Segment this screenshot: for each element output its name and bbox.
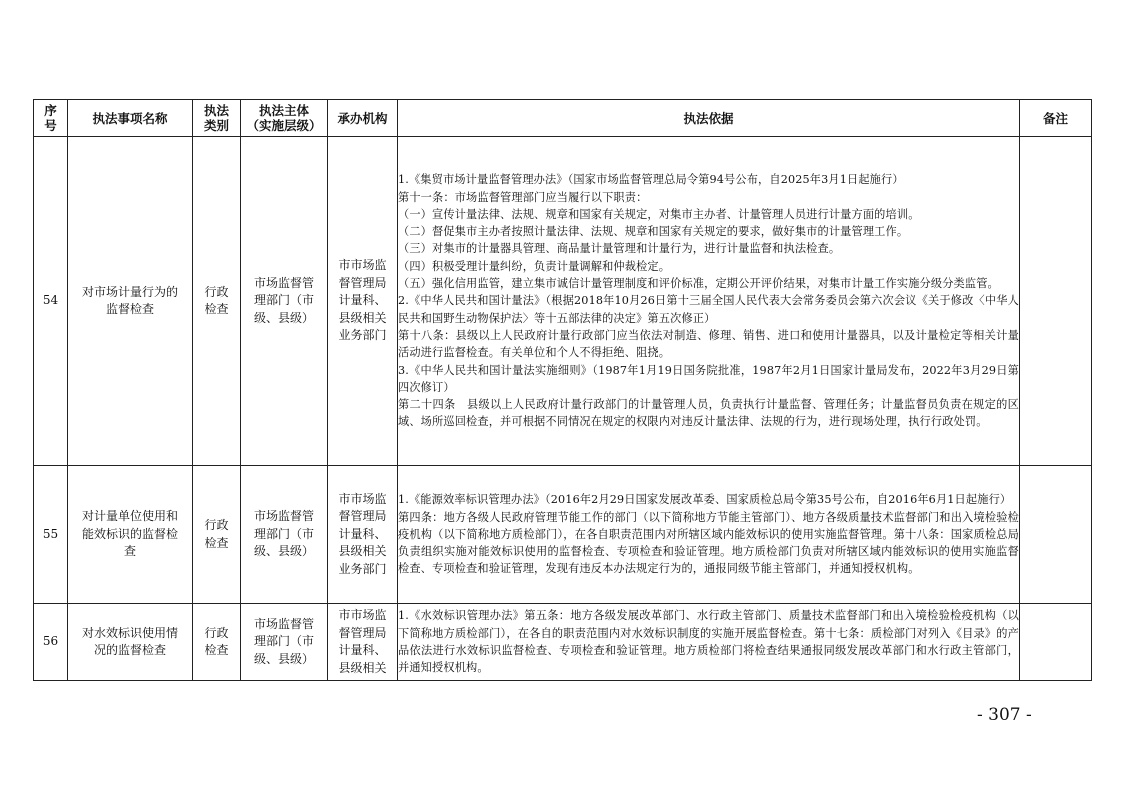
row-agency: 市市场监督管理局计量科、县级相关业务部门 xyxy=(328,137,398,466)
row-subject: 市场监督管理部门（市级、县级） xyxy=(241,466,328,604)
row-subject: 市场监督管理部门（市级、县级） xyxy=(241,604,328,681)
header-seq: 序号 xyxy=(34,100,68,137)
table-row xyxy=(34,604,1092,681)
row-seq: 56 xyxy=(34,604,68,681)
basis-line: （三）对集市的计量器具管理、商品量计量管理和计量行为，进行计量监督和执法检查。 xyxy=(398,242,841,256)
row-subject: 市场监督管理部门（市级、县级） xyxy=(241,137,328,466)
table-row xyxy=(34,137,1092,466)
header-subject-line2: （实施层级） xyxy=(246,118,322,133)
basis-line: 1.《水效标识管理办法》第五条：地方各级发展改革部门、水行政主管部门、质量技术监督部门和出入境检验检疫机构（以下简称地方质检部门），在各自的职责范围内对水效标识制度的实施开展监督检查。第十七条：质检部门对列入《目录》的产品依法进行水效标识监督检查、专项检查和验证管理。地方质检部门将检查结果通报同级发展改革部门和水行政主管部门，并通知授权机构。 xyxy=(398,609,1019,675)
row-name: 对市场计量行为的监督检查 xyxy=(68,137,193,466)
row-name: 对水效标识使用情况的监督检查 xyxy=(68,604,193,681)
row-agency: 市市场监督管理局计量科、县级相关 xyxy=(328,604,398,681)
basis-line: （二）督促集市主办者按照计量法律、法规、规章和国家有关规定的要求，做好集市的计量管理工作。 xyxy=(398,225,909,239)
basis-line: 第四条：地方各级人民政府管理节能工作的部门（以下简称地方节能主管部门）、地方各级质量技术监督部门和出入境检验检疫机构（以下简称地方质检部门），在各自职责范围内对所辖区域内能效标识的使用实施监督管理。第十八条：国家质检总局负责组织实施对能效标识使用的监督检查、专项检查和验证管理。地方质检部门负责对所辖区域内能效标识的使用实施监督检查、专项检查和验证管理，发现有违反本办法规定行为的，通报同级节能主管部门，并通知授权机构。 xyxy=(398,510,1019,576)
page-number: - 307 - xyxy=(977,705,1032,725)
basis-line: 第十八条：县级以上人民政府计量行政部门应当依法对制造、修理、销售、进口和使用计量器具，以及计量检定等相关计量活动进行监督检查。有关单位和个人不得拒绝、阻挠。 xyxy=(398,328,1019,360)
basis-line: 第二十四条 县级以上人民政府计量行政部门的计量管理人员，负责执行计量监督、管理任务；计量监督员负责在规定的区域、场所巡回检查，并可根据不同情况在规定的权限内对违反计量法律、法规的行为，进行现场处理，执行行政处罚。 xyxy=(398,398,1019,429)
header-agency: 承办机构 xyxy=(328,100,398,137)
header-subject-line1: 执法主体 xyxy=(258,103,309,118)
basis-line: （五）强化信用监管，建立集市诚信计量管理制度和评价标准，定期公开评价结果，对集市计量工作实施分级分类监管。 xyxy=(398,277,999,291)
row-basis xyxy=(398,137,1020,466)
row-category: 行政检查 xyxy=(193,466,241,604)
row-basis xyxy=(398,604,1020,681)
basis-line: 2.《中华人民共和国计量法》（根据2018年10月26日第十三届全国人民代表大会常务委员会第六次会议《关于修改〈中华人民共和国野生动物保护法〉等十五部法律的决定》第五次修正） xyxy=(398,294,1019,325)
row-category: 行政检查 xyxy=(193,604,241,681)
basis-line: （一）宣传计量法律、法规、规章和国家有关规定，对集市主办者、计量管理人员进行计量方面的培训。 xyxy=(398,207,920,221)
header-remarks: 备注 xyxy=(1020,100,1092,137)
basis-line: 1.《能源效率标识管理办法》（2016年2月29日国家发展改革委、国家质检总局令第35号公布，自2016年6月1日起施行） xyxy=(398,493,1012,507)
row-category: 行政检查 xyxy=(193,137,241,466)
header-subject xyxy=(241,100,328,137)
row-remarks xyxy=(1020,137,1092,466)
row-basis xyxy=(398,466,1020,604)
row-remarks xyxy=(1020,604,1092,681)
basis-line: （四）积极受理计量纠纷，负责计量调解和仲裁检定。 xyxy=(398,259,671,273)
table-row xyxy=(34,466,1092,604)
enforcement-table xyxy=(33,99,1092,681)
header-basis: 执法依据 xyxy=(398,100,1020,137)
basis-line: 3.《中华人民共和国计量法实施细则》（1987年1月19日国务院批准，1987年2月1日国家计量局发布，2022年3月29日第四次修订） xyxy=(398,363,1019,394)
basis-line: 第十一条：市场监督管理部门应当履行以下职责： xyxy=(398,190,648,204)
header-name: 执法事项名称 xyxy=(68,100,193,137)
row-remarks xyxy=(1020,466,1092,604)
header-category: 执法类别 xyxy=(193,100,241,137)
row-name: 对计量单位使用和能效标识的监督检查 xyxy=(68,466,193,604)
row-agency: 市市场监督管理局计量科、县级相关业务部门 xyxy=(328,466,398,604)
row-seq: 55 xyxy=(34,466,68,604)
basis-line: 1.《集贸市场计量监督管理办法》（国家市场监督管理总局令第94号公布，自2025年3月1日起施行） xyxy=(398,173,904,187)
row-seq: 54 xyxy=(34,137,68,466)
header-row xyxy=(34,100,1092,137)
